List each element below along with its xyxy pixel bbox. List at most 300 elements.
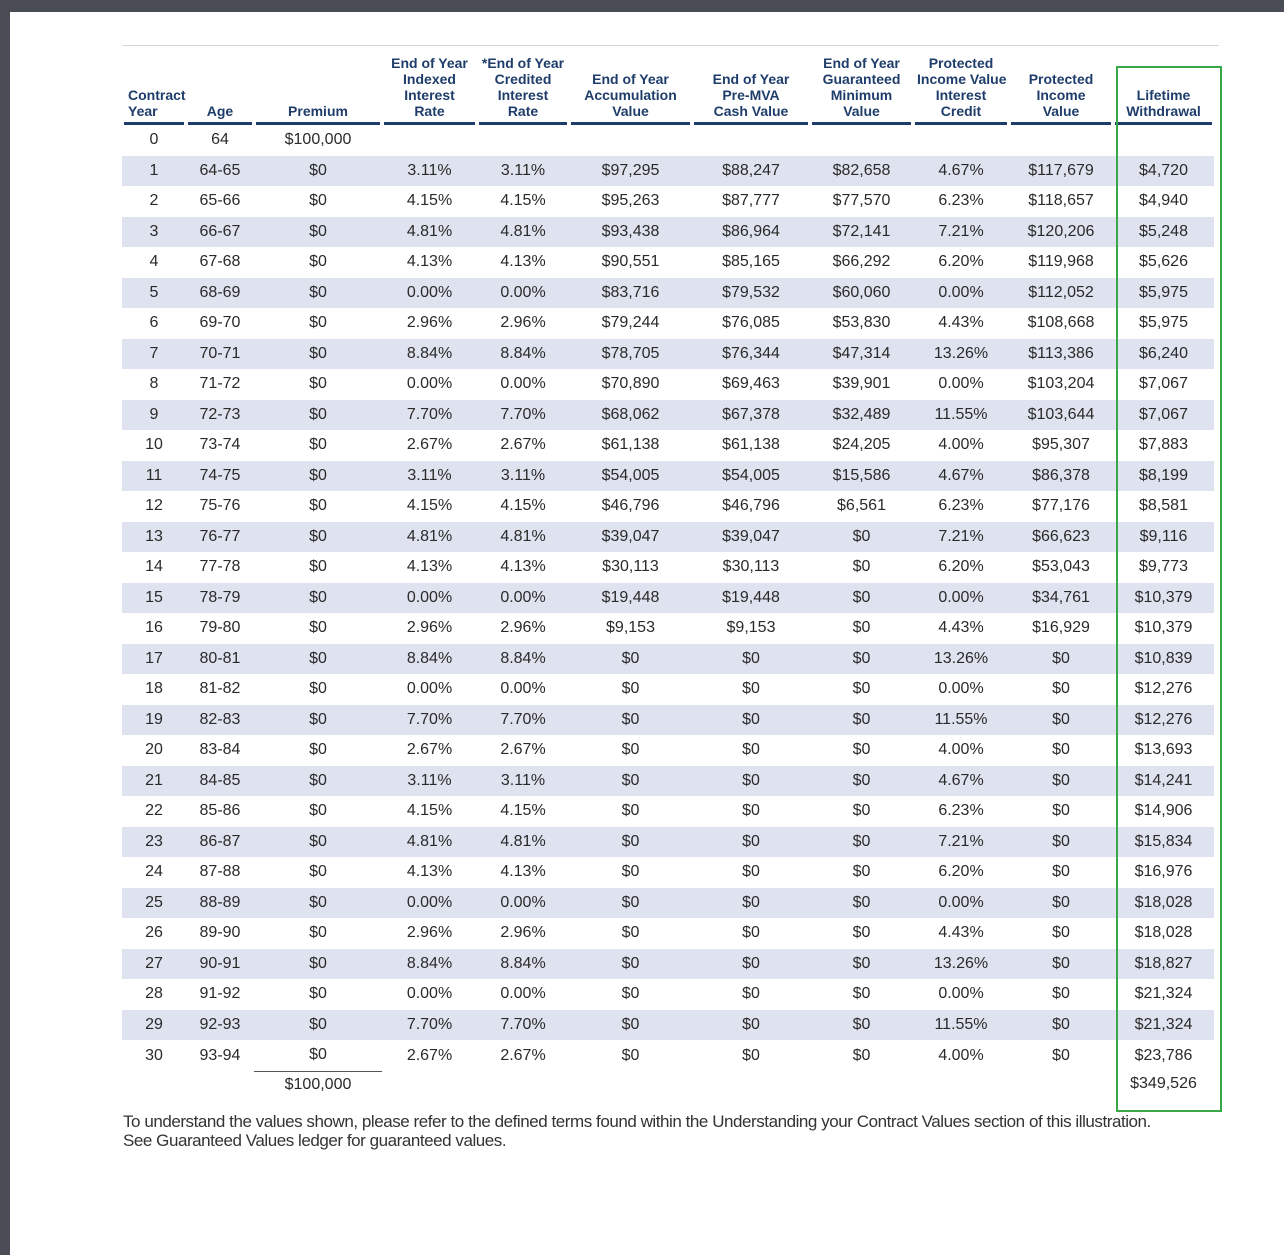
cell-indexed-interest-rate: 4.13% (406, 558, 453, 576)
cell-accumulation-value: $0 (569, 888, 692, 919)
cell-age: 66-67 (186, 217, 254, 248)
cell-indexed-interest-rate: 2.96% (406, 314, 453, 332)
cell-accumulation-value: $78,705 (569, 339, 692, 370)
cell-premium: $0 (254, 339, 382, 370)
header-line: Premium (288, 103, 348, 119)
cell-pre-mva-cash-value: $86,964 (692, 217, 810, 248)
cell-contract-year: 17 (122, 644, 186, 675)
cell-protected-income-interest-credit: 4.00% (938, 1046, 984, 1064)
cell-protected-income-value: $112,052 (1009, 278, 1113, 309)
cell-contract-year: 22 (145, 802, 163, 820)
cell-contract-year: 18 (145, 680, 163, 698)
cell-premium: $0 (309, 558, 327, 576)
cell-age: 68-69 (186, 278, 254, 309)
cell-guaranteed-minimum-value: $0 (810, 888, 913, 919)
table-row (122, 522, 1214, 553)
cell-accumulation-value: $0 (621, 1046, 640, 1064)
cell-age: 93-94 (199, 1046, 241, 1064)
cell-guaranteed-minimum-value: $39,901 (832, 375, 891, 393)
cell-protected-income-value: $53,043 (1032, 558, 1090, 576)
cell-indexed-interest-rate: 8.84% (382, 949, 477, 980)
cell-contract-year: 16 (145, 619, 163, 637)
cell-premium: $0 (254, 1040, 382, 1071)
cell-age: 74-75 (186, 461, 254, 492)
cell-protected-income-interest-credit: 0.00% (938, 680, 984, 698)
document-page (10, 12, 1284, 1255)
cell-age: 86-87 (186, 827, 254, 858)
cell-contract-year: 3 (122, 217, 186, 248)
cell-credited-interest-rate: 3.11% (477, 766, 569, 797)
cell-lifetime-withdrawal (1113, 124, 1214, 156)
cell-credited-interest-rate: 8.84% (477, 339, 569, 370)
cell-accumulation-value: $54,005 (569, 461, 692, 492)
cell-protected-income-value: $113,386 (1009, 339, 1113, 370)
cell-age: 90-91 (186, 949, 254, 980)
cell-guaranteed-minimum-value: $66,292 (832, 253, 891, 271)
cell-premium: $0 (309, 863, 327, 881)
cell-accumulation-value: $0 (569, 644, 692, 675)
cell-indexed-interest-rate: 4.15% (406, 192, 453, 210)
cell-age: 79-80 (199, 619, 241, 637)
header-line: Income (1036, 87, 1086, 103)
cell-protected-income-value: $0 (1052, 863, 1070, 881)
cell-protected-income-interest-credit: 7.21% (913, 827, 1009, 858)
cell-contract-year: 20 (145, 741, 163, 759)
cell-pre-mva-cash-value: $0 (692, 1010, 810, 1041)
cell-age: 80-81 (186, 644, 254, 675)
header-line: Interest (497, 87, 549, 103)
header-line: Value (612, 103, 649, 119)
cell-guaranteed-minimum-value: $0 (852, 802, 871, 820)
cell-lifetime-withdrawal: $18,028 (1113, 888, 1214, 919)
cell-indexed-interest-rate: 0.00% (382, 278, 477, 309)
cell-protected-income-value: $0 (1009, 766, 1113, 797)
cell-credited-interest-rate: 2.96% (500, 619, 546, 637)
table-row (122, 552, 1214, 583)
cell-protected-income-value: $0 (1052, 924, 1070, 942)
cell-pre-mva-cash-value: $0 (692, 949, 810, 980)
cell-accumulation-value: $83,716 (569, 278, 692, 309)
cell-credited-interest-rate: 2.67% (500, 741, 546, 759)
header-line: Credit (940, 103, 982, 119)
cell-protected-income-value: $0 (1009, 827, 1113, 858)
cell-indexed-interest-rate: 0.00% (406, 375, 453, 393)
cell-indexed-interest-rate: 8.84% (382, 644, 477, 675)
cell-lifetime-withdrawal: $5,626 (1139, 253, 1188, 271)
cell-indexed-interest-rate: 7.70% (382, 1010, 477, 1041)
cell-credited-interest-rate: 4.13% (500, 253, 546, 271)
header-credited-interest-rate (477, 52, 569, 124)
cell-indexed-interest-rate: 8.84% (382, 339, 477, 370)
header-premium (254, 52, 382, 124)
cell-contract-year: 21 (122, 766, 186, 797)
cell-credited-interest-rate: 2.96% (500, 924, 546, 942)
cell-age: 87-88 (199, 863, 241, 881)
table-row (122, 278, 1214, 309)
table-row (122, 918, 1214, 949)
cell-protected-income-interest-credit (913, 124, 1009, 156)
table-row (122, 735, 1214, 766)
cell-age: 84-85 (186, 766, 254, 797)
cell-credited-interest-rate: 4.81% (477, 217, 569, 248)
cell-protected-income-interest-credit: 4.43% (938, 314, 984, 332)
cell-protected-income-interest-credit: 0.00% (913, 888, 1009, 919)
header-line: Income Value (917, 71, 1007, 87)
cell-indexed-interest-rate: 4.15% (406, 802, 453, 820)
cell-accumulation-value: $68,062 (569, 400, 692, 431)
header-line: Indexed (403, 71, 456, 87)
cell-pre-mva-cash-value: $30,113 (722, 558, 780, 576)
cell-accumulation-value: $79,244 (601, 314, 660, 332)
header-row (122, 52, 1214, 124)
cell-contract-year: 24 (145, 863, 163, 881)
table-row (122, 888, 1214, 919)
cell-age: 75-76 (199, 497, 241, 515)
table-row (122, 979, 1214, 1010)
cell-accumulation-value (569, 124, 692, 156)
cell-age: 77-78 (199, 558, 241, 576)
cell-lifetime-withdrawal: $23,786 (1134, 1046, 1193, 1064)
cell-guaranteed-minimum-value: $82,658 (810, 156, 913, 187)
cell-pre-mva-cash-value: $76,085 (722, 314, 780, 332)
cell-lifetime-withdrawal: $5,975 (1113, 278, 1214, 309)
cell-protected-income-interest-credit: 4.00% (938, 436, 984, 454)
header-line: Value (1042, 103, 1080, 119)
cell-lifetime-withdrawal: $12,276 (1134, 680, 1193, 698)
header-line: End of Year (823, 55, 900, 71)
cell-accumulation-value: $0 (569, 827, 692, 858)
cell-guaranteed-minimum-value: $6,561 (837, 497, 886, 515)
cell-indexed-interest-rate: 3.11% (382, 766, 477, 797)
cell-age: 73-74 (199, 436, 241, 454)
cell-protected-income-interest-credit: 6.20% (938, 253, 984, 271)
cell-credited-interest-rate: 4.81% (477, 522, 569, 553)
cell-pre-mva-cash-value: $19,448 (692, 583, 810, 614)
cell-protected-income-interest-credit: 4.00% (938, 741, 984, 759)
cell-indexed-interest-rate: 4.13% (406, 253, 453, 271)
cell-age: 88-89 (186, 888, 254, 919)
cell-premium: $0 (254, 949, 382, 980)
totals-row (122, 1071, 1214, 1098)
header-protected-income-interest-credit (913, 52, 1009, 124)
cell-premium: $0 (254, 278, 382, 309)
cell-protected-income-value: $108,668 (1027, 314, 1095, 332)
header-line: End of Year (391, 55, 468, 71)
cell-lifetime-withdrawal: $7,067 (1113, 400, 1214, 431)
cell-age: 78-79 (186, 583, 254, 614)
cell-credited-interest-rate (477, 124, 569, 156)
cell-lifetime-withdrawal: $8,581 (1139, 497, 1188, 515)
cell-premium: $0 (254, 156, 382, 187)
cell-age: 71-72 (199, 375, 241, 393)
cell-lifetime-withdrawal: $21,324 (1113, 1010, 1214, 1041)
cell-indexed-interest-rate: 2.67% (406, 741, 453, 759)
table-row (122, 796, 1214, 827)
table-row (122, 674, 1214, 705)
cell-indexed-interest-rate: 2.96% (406, 924, 453, 942)
cell-protected-income-value: $0 (1052, 985, 1070, 1003)
cell-guaranteed-minimum-value: $0 (852, 863, 871, 881)
cell-accumulation-value: $0 (621, 985, 640, 1003)
cell-credited-interest-rate: 2.67% (500, 436, 546, 454)
cell-indexed-interest-rate: 0.00% (382, 888, 477, 919)
header-accumulation-value (569, 52, 692, 124)
header-line: *End of Year (481, 55, 565, 71)
cell-protected-income-interest-credit: 4.67% (913, 461, 1009, 492)
cell-premium: $0 (254, 583, 382, 614)
top-rule (123, 45, 1219, 46)
cell-guaranteed-minimum-value (810, 124, 913, 156)
cell-lifetime-withdrawal: $4,940 (1139, 192, 1188, 210)
cell-accumulation-value: $46,796 (601, 497, 660, 515)
table-row (122, 339, 1214, 370)
cell-protected-income-value: $86,378 (1009, 461, 1113, 492)
cell-age: 64-65 (186, 156, 254, 187)
table-row (122, 369, 1214, 400)
cell-premium: $0 (309, 985, 327, 1003)
cell-accumulation-value: $0 (621, 924, 640, 942)
cell-pre-mva-cash-value: $61,138 (722, 436, 780, 454)
cell-credited-interest-rate: 4.15% (500, 497, 546, 515)
footnote-line-1: To understand the values shown, please refer to the defined terms found within the Understanding your Contract Values section of this illustration. (123, 1112, 1151, 1131)
header-line: Protected (928, 55, 994, 71)
cell-protected-income-interest-credit: 0.00% (938, 375, 984, 393)
table-row (122, 949, 1214, 980)
cell-age: 65-66 (199, 192, 241, 210)
cell-indexed-interest-rate: 0.00% (406, 680, 453, 698)
cell-protected-income-value: $77,176 (1032, 497, 1090, 515)
cell-protected-income-interest-credit: 4.67% (913, 766, 1009, 797)
cell-age: 69-70 (199, 314, 241, 332)
total-lifetime-withdrawal: $349,526 (1130, 1075, 1197, 1093)
header-line: Contract (128, 87, 186, 103)
header-guaranteed-minimum-value (810, 52, 913, 124)
cell-accumulation-value: $0 (569, 1010, 692, 1041)
cell-credited-interest-rate: 4.81% (477, 827, 569, 858)
cell-credited-interest-rate: 0.00% (477, 888, 569, 919)
cell-guaranteed-minimum-value: $32,489 (810, 400, 913, 431)
header-line: Rate (507, 103, 539, 119)
header-line: Minimum (830, 87, 893, 103)
footnote-line-2: See Guaranteed Values ledger for guaranteed values. (123, 1131, 507, 1150)
cell-contract-year: 26 (145, 924, 163, 942)
cell-pre-mva-cash-value: $0 (742, 802, 760, 820)
cell-lifetime-withdrawal: $5,248 (1113, 217, 1214, 248)
cell-pre-mva-cash-value: $39,047 (692, 522, 810, 553)
header-line: Cash Value (713, 103, 789, 119)
cell-age: 81-82 (199, 680, 241, 698)
cell-protected-income-interest-credit: 11.55% (913, 705, 1009, 736)
cell-accumulation-value: $9,153 (606, 619, 655, 637)
cell-protected-income-interest-credit: 0.00% (938, 985, 984, 1003)
cell-protected-income-value: $0 (1009, 1010, 1113, 1041)
header-contract-year (122, 52, 186, 124)
cell-guaranteed-minimum-value: $0 (810, 644, 913, 675)
cell-protected-income-value: $103,644 (1009, 400, 1113, 431)
cell-protected-income-value: $0 (1052, 802, 1070, 820)
cell-pre-mva-cash-value: $46,796 (722, 497, 780, 515)
header-line: Year (128, 103, 158, 119)
header-lifetime-withdrawal (1113, 52, 1214, 124)
cell-accumulation-value: $0 (621, 680, 640, 698)
header-pre-mva-cash-value (692, 52, 810, 124)
cell-pre-mva-cash-value: $54,005 (692, 461, 810, 492)
cell-accumulation-value: $70,890 (601, 375, 660, 393)
table-row (122, 461, 1214, 492)
cell-credited-interest-rate: 2.67% (500, 1046, 546, 1064)
cell-lifetime-withdrawal: $16,976 (1134, 863, 1193, 881)
table-row (122, 491, 1214, 522)
cell-lifetime-withdrawal: $7,067 (1139, 375, 1188, 393)
cell-pre-mva-cash-value: $69,463 (722, 375, 780, 393)
cell-contract-year: 11 (122, 461, 186, 492)
cell-premium: $0 (309, 802, 327, 820)
cell-lifetime-withdrawal: $9,773 (1139, 558, 1188, 576)
cell-guaranteed-minimum-value: $0 (852, 1046, 871, 1064)
cell-age: 64 (186, 124, 254, 156)
cell-credited-interest-rate: 7.70% (477, 400, 569, 431)
cell-lifetime-withdrawal: $18,028 (1134, 924, 1193, 942)
cell-indexed-interest-rate: 4.81% (382, 217, 477, 248)
cell-contract-year: 10 (145, 436, 163, 454)
cell-accumulation-value: $0 (621, 863, 640, 881)
table-row (122, 156, 1214, 187)
cell-protected-income-interest-credit: 0.00% (913, 583, 1009, 614)
cell-contract-year: 4 (149, 253, 159, 271)
cell-guaranteed-minimum-value: $0 (810, 705, 913, 736)
cell-guaranteed-minimum-value: $47,314 (810, 339, 913, 370)
cell-protected-income-value: $34,761 (1009, 583, 1113, 614)
cell-indexed-interest-rate: 2.67% (406, 1046, 453, 1064)
cell-protected-income-value: $0 (1052, 741, 1070, 759)
cell-credited-interest-rate: 4.15% (500, 192, 546, 210)
cell-pre-mva-cash-value: $0 (692, 827, 810, 858)
cell-lifetime-withdrawal: $10,379 (1113, 583, 1214, 614)
cell-protected-income-value: $0 (1052, 1046, 1070, 1064)
table-row (122, 217, 1214, 248)
cell-protected-income-value: $95,307 (1032, 436, 1090, 454)
cell-contract-year: 14 (145, 558, 163, 576)
cell-premium: $0 (309, 314, 327, 332)
table-row (122, 247, 1214, 278)
cell-protected-income-value: $16,929 (1032, 619, 1090, 637)
cell-protected-income-value: $119,968 (1028, 253, 1094, 271)
contract-values-ledger (120, 52, 1216, 1098)
footnote (123, 1112, 1243, 1150)
cell-premium: $0 (254, 827, 382, 858)
cell-premium: $0 (309, 253, 327, 271)
cell-indexed-interest-rate: 2.96% (406, 619, 453, 637)
header-line: Protected (1028, 71, 1094, 87)
cell-pre-mva-cash-value (692, 124, 810, 156)
cell-guaranteed-minimum-value: $53,830 (832, 314, 891, 332)
cell-accumulation-value: $97,295 (569, 156, 692, 187)
cell-contract-year: 19 (122, 705, 186, 736)
cell-lifetime-withdrawal: $6,240 (1113, 339, 1214, 370)
cell-pre-mva-cash-value: $85,165 (722, 253, 780, 271)
cell-accumulation-value: $93,438 (569, 217, 692, 248)
cell-pre-mva-cash-value: $87,777 (722, 192, 780, 210)
cell-protected-income-interest-credit: 13.26% (913, 644, 1009, 675)
cell-accumulation-value: $30,113 (602, 558, 659, 576)
cell-protected-income-value (1009, 124, 1113, 156)
cell-indexed-interest-rate: 4.81% (382, 522, 477, 553)
cell-indexed-interest-rate: 4.81% (382, 827, 477, 858)
header-line: Lifetime (1136, 87, 1191, 103)
cell-credited-interest-rate: 0.00% (500, 985, 546, 1003)
header-line: Withdrawal (1126, 103, 1201, 119)
cell-guaranteed-minimum-value: $0 (810, 766, 913, 797)
cell-lifetime-withdrawal: $9,116 (1113, 522, 1214, 553)
header-line: Pre-MVA (722, 87, 780, 103)
cell-pre-mva-cash-value: $0 (742, 924, 760, 942)
cell-guaranteed-minimum-value: $0 (810, 1010, 913, 1041)
cell-protected-income-interest-credit: 0.00% (913, 278, 1009, 309)
cell-guaranteed-minimum-value: $0 (852, 619, 871, 637)
cell-pre-mva-cash-value: $0 (692, 888, 810, 919)
cell-guaranteed-minimum-value: $0 (852, 985, 871, 1003)
table-row (122, 766, 1214, 797)
cell-premium: $0 (254, 644, 382, 675)
cell-premium: $0 (254, 461, 382, 492)
cell-premium: $0 (309, 741, 327, 759)
cell-protected-income-interest-credit: 11.55% (913, 400, 1009, 431)
cell-guaranteed-minimum-value: $0 (852, 741, 871, 759)
cell-premium: $0 (254, 522, 382, 553)
cell-contract-year: 12 (145, 497, 163, 515)
cell-lifetime-withdrawal: $14,241 (1113, 766, 1214, 797)
cell-protected-income-interest-credit: 13.26% (913, 949, 1009, 980)
cell-protected-income-value: $0 (1052, 680, 1070, 698)
cell-pre-mva-cash-value: $0 (692, 705, 810, 736)
cell-contract-year: 0 (122, 124, 186, 156)
cell-pre-mva-cash-value: $0 (742, 985, 760, 1003)
cell-pre-mva-cash-value: $76,344 (692, 339, 810, 370)
cell-indexed-interest-rate: 7.70% (382, 705, 477, 736)
cell-age: 89-90 (199, 924, 241, 942)
cell-premium: $0 (254, 888, 382, 919)
cell-pre-mva-cash-value: $0 (742, 680, 760, 698)
cell-credited-interest-rate: 4.15% (500, 802, 546, 820)
header-age (186, 52, 254, 124)
cell-protected-income-interest-credit: 13.26% (913, 339, 1009, 370)
cell-premium: $0 (254, 400, 382, 431)
cell-credited-interest-rate: 0.00% (477, 583, 569, 614)
cell-lifetime-withdrawal: $8,199 (1113, 461, 1214, 492)
cell-protected-income-value: $117,679 (1009, 156, 1113, 187)
cell-pre-mva-cash-value: $0 (692, 644, 810, 675)
cell-accumulation-value: $0 (569, 705, 692, 736)
cell-indexed-interest-rate: 4.15% (406, 497, 453, 515)
table-row (122, 308, 1214, 339)
cell-protected-income-value: $0 (1009, 705, 1113, 736)
cell-guaranteed-minimum-value: $0 (852, 680, 871, 698)
cell-premium: $0 (309, 680, 327, 698)
table-row (122, 430, 1214, 461)
cell-premium: $0 (309, 619, 327, 637)
cell-indexed-interest-rate (382, 124, 477, 156)
cell-accumulation-value: $95,263 (601, 192, 660, 210)
cell-contract-year: 15 (122, 583, 186, 614)
cell-protected-income-interest-credit: 6.20% (938, 863, 984, 881)
cell-protected-income-value: $0 (1009, 644, 1113, 675)
cell-protected-income-interest-credit: 6.20% (938, 558, 984, 576)
cell-indexed-interest-rate: 0.00% (382, 583, 477, 614)
cell-protected-income-interest-credit: 6.23% (938, 802, 984, 820)
cell-credited-interest-rate: 0.00% (500, 680, 546, 698)
cell-lifetime-withdrawal: $18,827 (1113, 949, 1214, 980)
table-row (122, 583, 1214, 614)
